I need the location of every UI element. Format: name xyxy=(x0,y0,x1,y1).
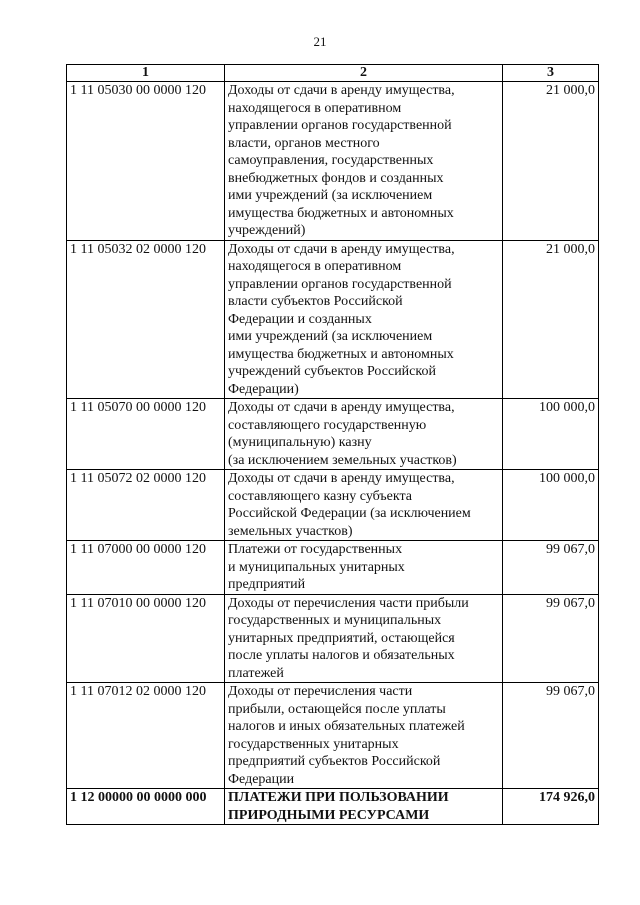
table-row xyxy=(67,240,599,399)
table-row xyxy=(67,594,599,683)
table-row xyxy=(67,541,599,595)
table-row xyxy=(67,470,599,541)
table-header-row xyxy=(67,65,599,82)
row-amount: 99 067,0 xyxy=(503,541,599,595)
row-amount: 174 926,0 xyxy=(503,789,599,825)
row-code: 1 11 07010 00 0000 120 xyxy=(67,594,225,683)
table-row xyxy=(67,82,599,241)
row-name: Доходы от сдачи в аренду имущества, находящегося в оперативном управлении органов государственной власти субъектов Российской Федерации и созданных ими учреждений (за исключением имущества бюджетных и автономных учреждений субъектов Российской Федерации) xyxy=(225,240,503,399)
row-code: 1 11 05030 00 0000 120 xyxy=(67,82,225,241)
row-name: Доходы от перечисления части прибыли государственных и муниципальных унитарных предприятий, остающейся после уплаты налогов и обязательных платежей xyxy=(225,594,503,683)
row-code: 1 11 05070 00 0000 120 xyxy=(67,399,225,470)
row-amount: 100 000,0 xyxy=(503,470,599,541)
budget-revenue-table xyxy=(66,64,599,825)
row-code: 1 11 07000 00 0000 120 xyxy=(67,541,225,595)
row-name: Доходы от сдачи в аренду имущества, составляющего казну субъекта Российской Федерации (за исключением земельных участков) xyxy=(225,470,503,541)
row-amount: 100 000,0 xyxy=(503,399,599,470)
table-row xyxy=(67,399,599,470)
row-code: 1 11 05072 02 0000 120 xyxy=(67,470,225,541)
table-row xyxy=(67,683,599,789)
row-name: Доходы от сдачи в аренду имущества, находящегося в оперативном управлении органов государственной власти, органов местного самоуправления, государственных внебюджетных фондов и созданных ими учреждений (за исключением имущества бюджетных и автономных учреждений) xyxy=(225,82,503,241)
row-amount: 99 067,0 xyxy=(503,683,599,789)
column-header-code: 1 xyxy=(67,65,225,82)
row-name: Платежи от государственных и муниципальных унитарных предприятий xyxy=(225,541,503,595)
row-code: 1 12 00000 00 0000 000 xyxy=(67,789,225,825)
row-name: Доходы от перечисления части прибыли, остающейся после уплаты налогов и иных обязательных платежей государственных унитарных предприятий субъектов Российской Федерации xyxy=(225,683,503,789)
column-header-amount: 3 xyxy=(503,65,599,82)
row-amount: 99 067,0 xyxy=(503,594,599,683)
row-amount: 21 000,0 xyxy=(503,240,599,399)
column-header-name: 2 xyxy=(225,65,503,82)
table-row-total xyxy=(67,789,599,825)
row-code: 1 11 07012 02 0000 120 xyxy=(67,683,225,789)
row-amount: 21 000,0 xyxy=(503,82,599,241)
row-name: Доходы от сдачи в аренду имущества, составляющего государственную (муниципальную) казну (за исключением земельных участков) xyxy=(225,399,503,470)
row-code: 1 11 05032 02 0000 120 xyxy=(67,240,225,399)
page-number: 21 xyxy=(313,34,327,49)
row-name: ПЛАТЕЖИ ПРИ ПОЛЬЗОВАНИИ ПРИРОДНЫМИ РЕСУРСАМИ xyxy=(225,789,503,825)
